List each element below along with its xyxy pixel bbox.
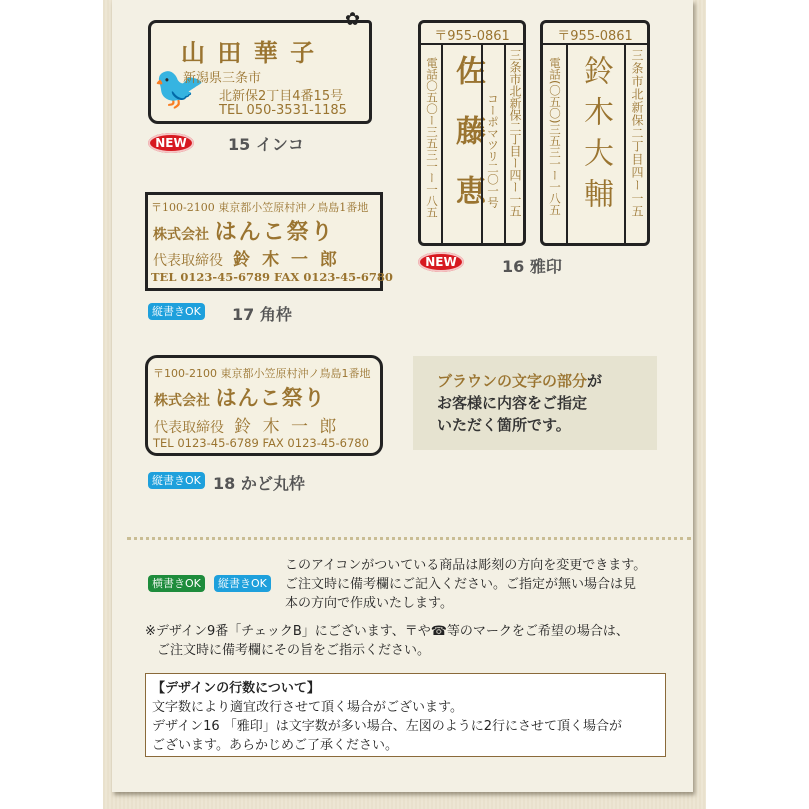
horizontal-ok-badge: 横書きOK [148, 575, 205, 592]
stamp-person [153, 245, 340, 270]
stamp-zip: 〒955-0861 [543, 25, 647, 45]
company-prefix: 株式会社 [153, 227, 209, 243]
design-label[interactable]: 18 かど丸枠 [213, 474, 305, 493]
new-badge: NEW [148, 133, 194, 153]
company-name: はんこ祭り [214, 219, 335, 245]
box-line: ございます。あらかじめご了承ください。 [152, 738, 398, 753]
note-line: ご注文時に備考欄にその旨をご指示ください。 [157, 643, 431, 658]
stamp-tel: TEL 0123-45-6789 FAX 0123-45-6780 [151, 270, 393, 284]
legend-text [285, 556, 646, 613]
stamp-name: 鈴木大輔 [578, 55, 613, 219]
note-text [145, 622, 629, 660]
stamp-name: 佐藤恵 [450, 55, 485, 235]
stamp-name: 山 田 華 子 [181, 39, 317, 67]
company-name: はんこ祭り [215, 386, 326, 410]
stamp-tel: TEL 050-3531-1185 [219, 103, 347, 118]
stamp-kadomaru [145, 355, 383, 456]
stamp-company [154, 382, 326, 412]
person-name: 鈴 木 一 郎 [234, 417, 340, 437]
legend-line: このアイコンがついている商品は彫刻の方向を変更できます。 [285, 558, 647, 573]
new-badge: NEW [418, 252, 464, 272]
line-count-box [145, 673, 666, 757]
stamp-zip: 〒955-0861 [421, 25, 523, 45]
stamp-person [154, 412, 339, 437]
box-title: 【デザインの行数について】 [152, 681, 320, 696]
company-prefix: 株式会社 [154, 393, 210, 409]
stamp-address: 新潟県三条市 [183, 71, 262, 86]
stamp-company [153, 215, 335, 246]
flower-icon: ✿ [345, 9, 361, 30]
stamp-phone: 電話(〇五〇)三五三一ー一八五 [548, 57, 562, 216]
vertical-ok-badge: 縦書きOK [214, 575, 271, 592]
design-label[interactable]: 17 角枠 [232, 305, 292, 324]
vertical-ok-badge: 縦書きOK [148, 303, 205, 320]
legend-line: 本の方向で作成いたします。 [285, 596, 453, 611]
box-line: デザイン16 「雅印」は文字数が多い場合、左図のように2行にさせて頂く場合が [152, 719, 623, 734]
info-box [413, 356, 657, 450]
info-text: お客様に内容をご指定 [437, 394, 588, 412]
stamp-gain-left [418, 20, 526, 246]
stamp-tel: TEL 0123-45-6789 FAX 0123-45-6780 [153, 436, 369, 450]
design-label[interactable]: 15 インコ [228, 135, 304, 154]
stamp-gain-right [540, 20, 650, 246]
info-text: が [587, 372, 603, 390]
stamp-address: 三条市北新保二丁目ー四ー一五 [508, 49, 522, 217]
person-name: 鈴 木 一 郎 [233, 250, 340, 270]
bird-icon: 🐦 [153, 63, 206, 112]
legend-line: ご注文時に備考欄にご記入ください。ご指定が無い場合は見 [285, 577, 637, 592]
person-title: 代表取締役 [154, 420, 224, 436]
info-brown-text: ブラウンの文字の部分 [437, 372, 588, 390]
stamp-address: 〒100-2100 東京都小笠原村沖ノ鳥島1番地 [151, 201, 369, 214]
stamp-address: 三条市北新保二丁目四ー一五 [630, 49, 644, 218]
design-label[interactable]: 16 雅印 [502, 257, 562, 276]
stamp-kakuwaku [145, 192, 393, 291]
stamp-address: 北新保2丁目4番15号 [219, 89, 344, 104]
stamp-address: 〒100-2100 東京都小笠原村沖ノ鳥島1番地 [153, 367, 371, 380]
note-line: ※デザイン9番「チェックB」にございます、〒や☎等のマークをご希望の場合は、 [145, 624, 629, 639]
info-text: いただく箇所です。 [437, 416, 571, 434]
person-title: 代表取締役 [153, 253, 223, 269]
stamp-phone: 電話〇五〇ー三五三一ー一八五 [425, 57, 439, 218]
stamp-inko [148, 9, 372, 124]
dotted-divider [127, 537, 691, 540]
box-line: 文字数により適宜改行させて頂く場合がございます。 [152, 700, 463, 715]
vertical-ok-badge: 縦書きOK [148, 472, 205, 489]
stamp-building: コーポマツリ二〇一号 [486, 93, 500, 208]
